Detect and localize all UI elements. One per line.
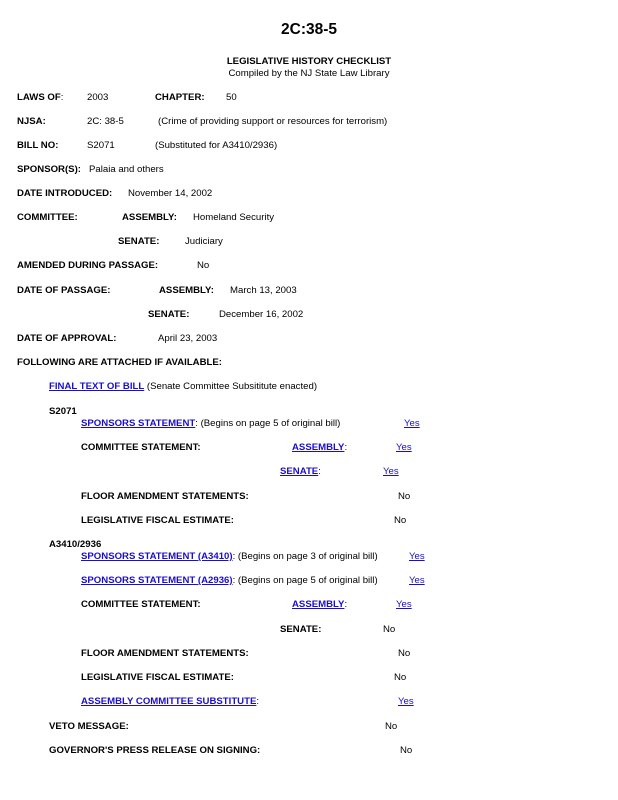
s2071-committee-label: COMMITTEE STATEMENT: [81,442,201,453]
chapter-value: 50 [226,92,237,103]
a2936-sponsors-statement-link[interactable]: SPONSORS STATEMENT (A2936) [81,575,233,586]
date-introduced-value: November 14, 2002 [128,188,213,199]
s2071-assembly-row: ASSEMBLY: [292,442,348,453]
s2071-floor-value: No [398,491,411,502]
a3410-floor-label: FLOOR AMENDMENT STATEMENTS: [81,648,249,659]
press-release-label: GOVERNOR'S PRESS RELEASE ON SIGNING: [49,745,261,756]
a3410-fiscal-label: LEGISLATIVE FISCAL ESTIMATE: [81,672,234,683]
compiled-by: Compiled by the NJ State Law Library [228,68,390,79]
a3410-sponsors-statement-link[interactable]: SPONSORS STATEMENT (A3410) [81,551,233,562]
njsa-description: (Crime of providing support or resources for terrorism) [158,116,388,127]
a3410-floor-value: No [398,648,411,659]
a3410-heading: A3410/2936 [49,539,102,550]
s2071-assembly-yes-link[interactable]: Yes [396,442,412,453]
document-title: LEGISLATIVE HISTORY CHECKLIST [226,56,392,67]
sponsors-label: SPONSOR(S): [17,164,81,175]
s2071-fiscal-value: No [394,515,407,526]
a3410-senate-value: No [383,624,396,635]
passage-senate-label: SENATE: [148,309,190,320]
laws-of-value: 2003 [87,92,109,103]
section-number: 2C:38-5 [281,21,337,38]
committee-assembly-value: Homeland Security [193,212,275,223]
a3410-committee-label: COMMITTEE STATEMENT: [81,599,201,610]
a3410-sponsors1-note: : (Begins on page 3 of original bill) [232,551,378,562]
committee-assembly-label: ASSEMBLY: [122,212,177,223]
press-release-value: No [400,745,413,756]
a3410-sponsors2-note: : (Begins on page 5 of original bill) [232,575,378,586]
njsa-label: NJSA: [17,116,46,127]
s2071-sponsors-statement-link[interactable]: SPONSORS STATEMENT [81,418,196,429]
final-text-row [49,382,317,392]
a3410-sponsors1-yes-link[interactable]: Yes [409,551,425,562]
committee-senate-label: SENATE: [118,236,160,247]
s2071-senate-link[interactable]: SENATE [280,466,319,477]
a3410-senate-label: SENATE: [280,624,322,635]
date-of-approval-value: April 23, 2003 [158,333,218,344]
final-text-link[interactable]: FINAL TEXT OF BILL [49,381,145,392]
s2071-fiscal-label: LEGISLATIVE FISCAL ESTIMATE: [81,515,234,526]
amended-value: No [197,260,210,271]
date-of-passage-label: DATE OF PASSAGE: [17,285,111,296]
date-introduced-label: DATE INTRODUCED: [17,188,113,199]
veto-label: VETO MESSAGE: [49,721,129,732]
veto-value: No [385,721,398,732]
s2071-assembly-link[interactable]: ASSEMBLY [292,442,345,453]
s2071-sponsors-note: : (Begins on page 5 of original bill) [195,418,341,429]
a3410-sponsors2-yes-link[interactable]: Yes [409,575,425,586]
s2071-floor-label: FLOOR AMENDMENT STATEMENTS: [81,491,249,502]
bill-no-note: (Substituted for A3410/2936) [155,140,278,151]
passage-assembly-value: March 13, 2003 [230,285,297,296]
amended-label: AMENDED DURING PASSAGE: [17,260,159,271]
njsa-value: 2C: 38-5 [87,116,124,127]
committee-label: COMMITTEE: [17,212,78,223]
s2071-senate-row: SENATE: [280,466,321,477]
date-of-approval-label: DATE OF APPROVAL: [17,333,117,344]
passage-senate-value: December 16, 2002 [219,309,304,320]
a3410-substitute-yes-link[interactable]: Yes [398,696,414,707]
attached-heading: FOLLOWING ARE ATTACHED IF AVAILABLE: [17,357,222,368]
a3410-sponsors2-row [81,576,378,586]
s2071-sponsors-yes-link[interactable]: Yes [404,418,420,429]
chapter-label: CHAPTER: [155,92,205,103]
a3410-assembly-row: ASSEMBLY: [292,599,348,610]
a3410-sponsors1-row [81,552,378,562]
a3410-assembly-link[interactable]: ASSEMBLY [292,599,345,610]
laws-of-label: LAWS OF: [17,92,64,103]
a3410-fiscal-value: No [394,672,407,683]
passage-assembly-label: ASSEMBLY: [159,285,214,296]
bill-no-label: BILL NO: [17,140,59,151]
assembly-committee-substitute-link[interactable]: ASSEMBLY COMMITTEE SUBSTITUTE [81,696,257,707]
s2071-sponsors-row [81,419,340,429]
sponsors-value: Palaia and others [89,164,164,175]
a3410-assembly-yes-link[interactable]: Yes [396,599,412,610]
s2071-heading: S2071 [49,406,77,417]
s2071-senate-yes-link[interactable]: Yes [383,466,399,477]
bill-no-value: S2071 [87,140,115,151]
final-text-note: (Senate Committee Subsititute enacted) [144,381,318,392]
committee-senate-value: Judiciary [185,236,223,247]
a3410-substitute-row: ASSEMBLY COMMITTEE SUBSTITUTE: [81,696,260,707]
